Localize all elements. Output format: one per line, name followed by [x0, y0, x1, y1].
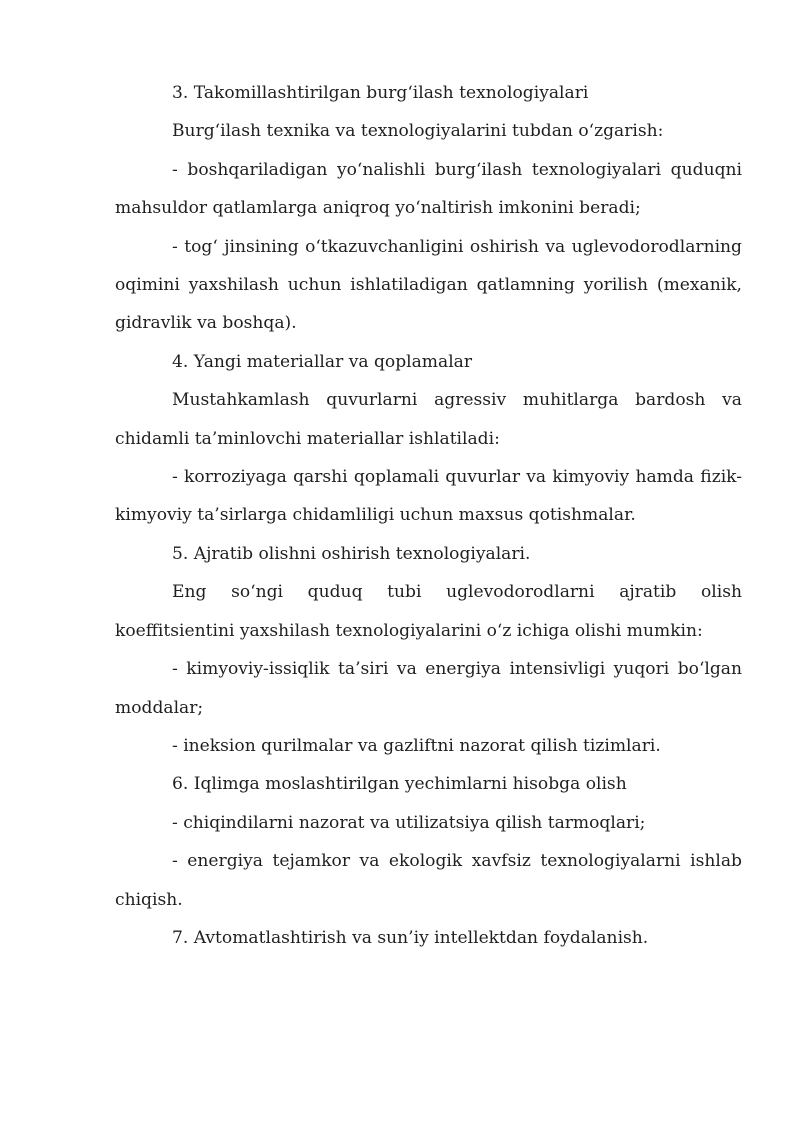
- list-item: - boshqariladigan yo‘nalishli burg‘ilash texnologiyalari quduqni mahsuldor qatlamlarga aniqroq yo‘naltirish imkonini beradi;: [115, 159, 742, 219]
- list-item: - energiya tejamkor va ekologik xavfsiz texnologiyalarni ishlab chiqish.: [115, 851, 742, 910]
- list-item: - korroziyaga qarshi qoplamali quvurlar va kimyoviy hamda fizik-kimyoviy ta’sirlarga chidamliligi uchun maxsus qotishmalar.: [115, 467, 742, 526]
- list-item: - kimyoviy-issiqlik ta’siri va energiya intensivligi yuqori bo‘lgan moddalar;: [115, 659, 742, 718]
- section-heading-5: 5. Ajratib olishni oshirish texnologiyalari.: [172, 543, 531, 564]
- list-item: - ineksion qurilmalar va gazliftni nazorat qilish tizimlari.: [172, 735, 661, 756]
- paragraph: Mustahkamlash quvurlarni agressiv muhitlarga bardosh va chidamli ta’minlovchi materiallar ishlatiladi:: [115, 390, 742, 449]
- section-heading-3: 3. Takomillashtirilgan burg‘ilash texnologiyalari: [172, 83, 589, 103]
- document-body: [115, 74, 742, 957]
- paragraph: Eng so‘ngi quduq tubi uglevodorodlarni ajratib olish koeffitsientini yaxshilash texnologiyalarini o‘z ichiga olishi mumkin:: [115, 582, 742, 641]
- list-item: - tog‘ jinsining o‘tkazuvchanligini oshirish va uglevodorodlarning oqimini yaxshilash uchun ishlatiladigan qatlamning yorilish (mexanik, gidravlik va boshqa).: [115, 236, 742, 334]
- section-heading-4: 4. Yangi materiallar va qoplamalar: [172, 351, 473, 372]
- paragraph: Burg‘ilash texnika va texnologiyalarini tubdan o‘zgarish:: [172, 121, 664, 142]
- section-heading-7: 7. Avtomatlashtirish va sun’iy intellektdan foydalanish.: [172, 927, 649, 948]
- section-heading-6: 6. Iqlimga moslashtirilgan yechimlarni hisobga olish: [172, 774, 627, 795]
- list-item: - chiqindilarni nazorat va utilizatsiya qilish tarmoqlari;: [172, 812, 646, 833]
